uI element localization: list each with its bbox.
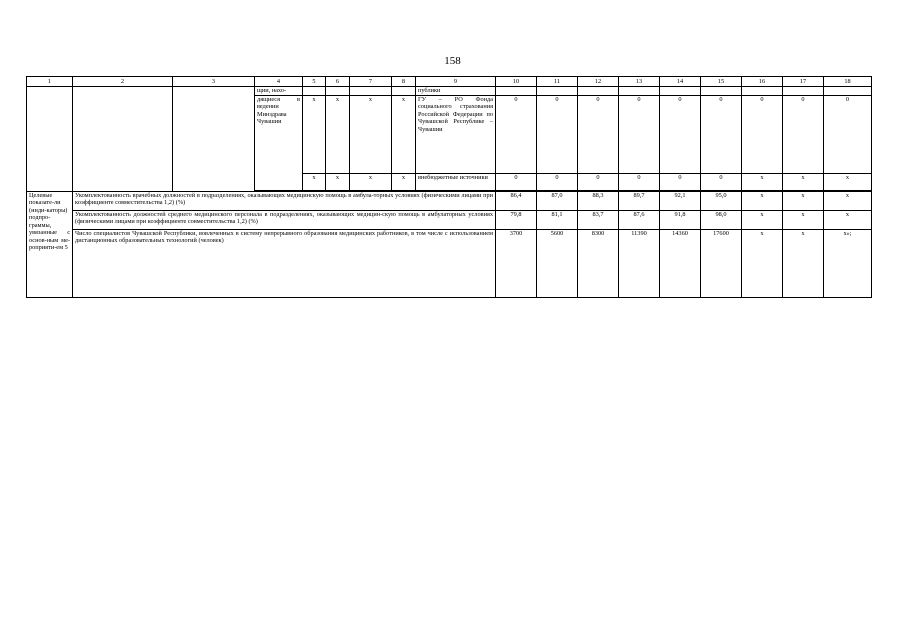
table-cell: x <box>326 174 350 191</box>
value-cell: 17600 <box>701 230 742 298</box>
table-cell: x <box>350 96 392 174</box>
value-cell: 89,7 <box>619 192 660 211</box>
value-cell: 91,8 <box>660 211 701 230</box>
table-cell: x <box>303 96 326 174</box>
value-cell: 0 <box>742 96 783 174</box>
col-header: 14 <box>660 77 701 87</box>
col-header: 17 <box>783 77 824 87</box>
source-cont: публики <box>416 87 496 96</box>
value-cell: x»; <box>824 230 872 298</box>
table-cell: x <box>303 174 326 191</box>
value-cell: x <box>742 230 783 298</box>
column-number-row <box>27 77 872 87</box>
value-cell: 87,6 <box>619 211 660 230</box>
value-cell: 5600 <box>537 230 578 298</box>
page-number: 158 <box>444 55 461 67</box>
continuation-row <box>27 87 872 96</box>
value-cell: 98,0 <box>701 211 742 230</box>
value-cell: x <box>783 174 824 191</box>
value-cell: 14360 <box>660 230 701 298</box>
value-cell: 8300 <box>578 230 619 298</box>
funding-source: ГУ – РО Фонда социального страхования Российской Федерации по Чувашской Республике – Чувашии <box>416 96 496 174</box>
col-header: 2 <box>73 77 173 87</box>
value-cell: 0 <box>701 96 742 174</box>
value-cell: 11390 <box>619 230 660 298</box>
value-cell: 88,3 <box>578 192 619 211</box>
value-cell: 86,4 <box>496 192 537 211</box>
value-cell: 0 <box>783 96 824 174</box>
col-header: 10 <box>496 77 537 87</box>
value-cell: 0 <box>537 96 578 174</box>
col-header: 18 <box>824 77 872 87</box>
value-cell: x <box>742 192 783 211</box>
value-cell: x <box>742 211 783 230</box>
col-header: 6 <box>326 77 350 87</box>
col-header: 3 <box>173 77 255 87</box>
empty-cell <box>173 87 255 192</box>
indicator-text: Число специалистов Чувашской Республики, вовлеченных в систему непрерывного образования медицинских работников, в том числе с использованием дистанционных образовательных технологий (человек) <box>73 230 496 298</box>
value-cell: 0 <box>496 96 537 174</box>
value-cell: 0 <box>660 96 701 174</box>
col-header: 8 <box>392 77 416 87</box>
indicator-row <box>27 230 872 298</box>
value-cell: x <box>783 192 824 211</box>
col-header: 4 <box>255 77 303 87</box>
col-header: 1 <box>27 77 73 87</box>
value-cell: x <box>742 174 783 191</box>
col-header: 16 <box>742 77 783 87</box>
value-cell: 0 <box>496 174 537 191</box>
value-cell: x <box>824 211 872 230</box>
table-cell: x <box>350 174 392 191</box>
value-cell: 83,7 <box>578 211 619 230</box>
value-cell: x <box>824 192 872 211</box>
value-cell: 0 <box>824 96 872 174</box>
value-cell: 79,8 <box>496 211 537 230</box>
funding-source: внебюджетные источники <box>416 174 496 191</box>
col-header: 9 <box>416 77 496 87</box>
table-cell: x <box>326 96 350 174</box>
table-cell: x <box>392 174 416 191</box>
col-header: 7 <box>350 77 392 87</box>
value-cell: 0 <box>660 174 701 191</box>
value-cell: x <box>783 211 824 230</box>
value-cell: 0 <box>619 96 660 174</box>
executor-cell: дящиеся в ведении Минздрава Чувашии <box>255 96 303 191</box>
value-cell: 0 <box>578 174 619 191</box>
value-cell: 92,1 <box>660 192 701 211</box>
col-header: 15 <box>701 77 742 87</box>
indicator-row <box>27 211 872 230</box>
value-cell: 0 <box>578 96 619 174</box>
value-cell: 87,0 <box>537 192 578 211</box>
value-cell: 0 <box>537 174 578 191</box>
indicator-row <box>27 192 872 211</box>
value-cell: 0 <box>701 174 742 191</box>
indicator-text: Укомплектованность должностей среднего медицинского персонала в подразделениях, оказывающих медицин-скую помощь в амбулаторных условиях (физическими лицами при коэффициенте совместительства 1,2) (%) <box>73 211 496 230</box>
value-cell: 95,0 <box>701 192 742 211</box>
col-header: 13 <box>619 77 660 87</box>
empty-cell <box>73 87 173 192</box>
col-header: 11 <box>537 77 578 87</box>
value-cell: 3700 <box>496 230 537 298</box>
program-table <box>26 76 872 298</box>
value-cell: 0 <box>619 174 660 191</box>
executor-cont: щии, нахо- <box>255 87 303 96</box>
value-cell: x <box>783 230 824 298</box>
value-cell: 81,1 <box>537 211 578 230</box>
indicators-label: Целевые показате-ли (инди-каторы) подпро-граммы, увязанные с основ-ным ме-роприяти-ем 5 <box>27 192 73 298</box>
table-cell: x <box>392 96 416 174</box>
col-header: 12 <box>578 77 619 87</box>
value-cell: x <box>824 174 872 191</box>
indicator-text: Укомплектованность врачебных должностей в подразделениях, оказывающих медицинскую помощь в амбула-торных условиях (физическими лицами при коэффициенте совместительства 1,2) (%) <box>73 192 496 211</box>
col-header: 5 <box>303 77 326 87</box>
empty-cell <box>27 87 73 192</box>
